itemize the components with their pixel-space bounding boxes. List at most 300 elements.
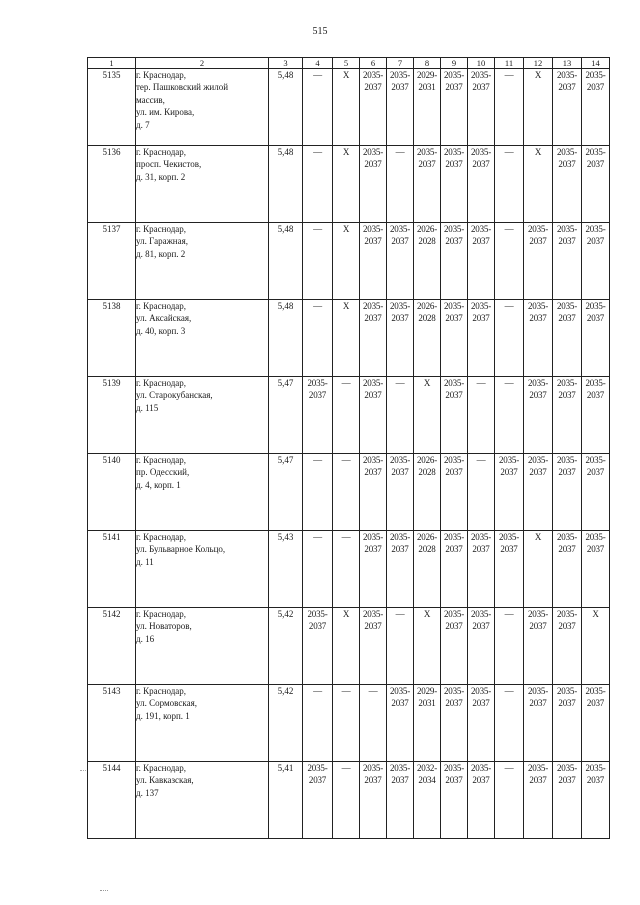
table-row — [88, 762, 610, 839]
schedule-value: 2035- 2037 — [363, 224, 383, 247]
schedule-value: X — [423, 609, 431, 619]
schedule-value: 2035- 2037 — [363, 70, 383, 93]
schedule-cell — [468, 223, 495, 300]
schedule-cell — [553, 300, 582, 377]
schedule-cell — [468, 377, 495, 454]
schedule-cell — [524, 762, 553, 839]
schedule-value: 2035- 2037 — [557, 455, 577, 478]
table-body — [88, 58, 610, 839]
schedule-cell — [582, 454, 610, 531]
schedule-cell — [414, 377, 441, 454]
address-line: д. 137 — [136, 787, 159, 798]
schedule-cell — [582, 762, 610, 839]
schedule-cell — [360, 223, 387, 300]
schedule-cell — [414, 300, 441, 377]
schedule-value: 2035- 2037 — [557, 763, 577, 786]
schedule-value: 2032- 2034 — [417, 763, 437, 786]
row-number: 5141 — [88, 531, 136, 608]
schedule-value: 2035- 2037 — [390, 224, 410, 247]
schedule-value: 2035- 2037 — [585, 224, 606, 247]
schedule-cell — [441, 762, 468, 839]
schedule-cell — [468, 531, 495, 608]
table-row — [88, 223, 610, 300]
schedule-cell — [495, 377, 524, 454]
schedule-value: — — [504, 301, 514, 311]
schedule-cell — [524, 608, 553, 685]
schedule-cell — [441, 300, 468, 377]
address-cell — [136, 146, 269, 223]
schedule-value: 2035- 2037 — [585, 686, 606, 709]
address-line: ул. Гаражная, — [136, 236, 188, 247]
schedule-value: — — [504, 224, 514, 234]
schedule-value: — — [504, 686, 514, 696]
schedule-value: — — [504, 147, 514, 157]
schedule-value: 2026- 2028 — [417, 532, 437, 555]
schedule-value: — — [368, 686, 378, 696]
schedule-cell — [553, 69, 582, 146]
schedule-value: — — [313, 224, 322, 234]
schedule-value: 2035- 2037 — [390, 532, 410, 555]
schedule-cell — [303, 377, 333, 454]
schedule-cell — [524, 146, 553, 223]
address-line: ул. Старокубанская, — [136, 390, 213, 401]
schedule-value: 2035- 2037 — [557, 301, 577, 324]
column-header: 11 — [495, 58, 524, 69]
schedule-cell — [414, 223, 441, 300]
cost-cell: 5,48 — [269, 300, 303, 377]
address-line: г. Краснодар, — [136, 301, 187, 311]
address-line: г. Краснодар, — [136, 686, 187, 696]
schedule-cell — [582, 377, 610, 454]
schedule-cell — [387, 69, 414, 146]
schedule-cell — [468, 608, 495, 685]
column-header: 9 — [441, 58, 468, 69]
schedule-cell — [360, 300, 387, 377]
column-header: 10 — [468, 58, 495, 69]
schedule-cell — [495, 531, 524, 608]
address-line: д. 191, корп. 1 — [136, 710, 190, 721]
schedule-value: 2035- 2037 — [307, 609, 328, 632]
schedule-value: — — [395, 378, 405, 388]
schedule-cell — [387, 377, 414, 454]
address-line: г. Краснодар, — [136, 378, 187, 388]
schedule-value: 2035- 2037 — [363, 378, 383, 401]
schedule-value: 2035- 2037 — [390, 70, 410, 93]
schedule-cell — [414, 762, 441, 839]
row-number: 5140 — [88, 454, 136, 531]
schedule-value: X — [534, 147, 542, 157]
schedule-value: 2035- 2037 — [585, 70, 606, 93]
schedule-cell — [387, 531, 414, 608]
schedule-cell — [333, 300, 360, 377]
schedule-cell — [387, 223, 414, 300]
schedule-value: 2035- 2037 — [307, 763, 328, 786]
schedule-value: — — [313, 70, 322, 80]
schedule-cell — [495, 146, 524, 223]
schedule-value: 2035- 2037 — [471, 532, 491, 555]
address-line: д. 115 — [136, 402, 159, 413]
schedule-cell — [553, 531, 582, 608]
schedule-cell — [441, 608, 468, 685]
schedule-value: 2035- 2037 — [528, 378, 548, 401]
address-line: г. Краснодар, — [136, 532, 187, 542]
schedule-value: 2035- 2037 — [585, 301, 606, 324]
schedule-cell — [495, 454, 524, 531]
schedule-value: X — [423, 378, 431, 388]
schedule-value: — — [476, 378, 486, 388]
page-number: 515 — [312, 26, 328, 37]
column-header: 2 — [136, 58, 269, 69]
schedule-cell — [582, 300, 610, 377]
schedule-cell — [553, 454, 582, 531]
header-row — [88, 58, 610, 69]
cost-cell: 5,42 — [269, 685, 303, 762]
schedule-cell — [333, 69, 360, 146]
schedule-value: 2035- 2037 — [390, 455, 410, 478]
schedule-cell — [495, 223, 524, 300]
schedule-cell — [441, 454, 468, 531]
schedule-cell — [333, 223, 360, 300]
schedule-cell — [495, 608, 524, 685]
schedule-cell — [414, 608, 441, 685]
schedule-cell — [582, 608, 610, 685]
schedule-cell — [495, 762, 524, 839]
scan-mark — [100, 890, 108, 891]
schedule-cell — [582, 531, 610, 608]
schedule-cell — [495, 685, 524, 762]
schedule-cell — [360, 69, 387, 146]
address-line: ул. Бульварное Кольцо, — [136, 544, 226, 555]
address-line: д. 31, корп. 2 — [136, 171, 186, 182]
schedule-value: — — [341, 763, 351, 773]
schedule-value: 2035- 2037 — [390, 686, 410, 709]
address-line: д. 16 — [136, 633, 155, 644]
cost-cell: 5,41 — [269, 762, 303, 839]
table-row — [88, 146, 610, 223]
schedule-value: 2035- 2037 — [557, 532, 577, 555]
schedule-cell — [582, 146, 610, 223]
address-line: д. 11 — [136, 556, 154, 567]
schedule-value: 2035- 2037 — [363, 532, 383, 555]
schedule-cell — [414, 685, 441, 762]
schedule-cell — [333, 608, 360, 685]
schedule-cell — [387, 762, 414, 839]
schedule-value: 2035- 2037 — [499, 455, 519, 478]
schedule-cell — [495, 300, 524, 377]
cost-cell: 5,47 — [269, 454, 303, 531]
schedule-cell — [553, 685, 582, 762]
schedule-cell — [303, 608, 333, 685]
schedule-cell — [468, 685, 495, 762]
schedule-value: 2035- 2037 — [307, 378, 328, 401]
schedule-value: 2035- 2037 — [444, 763, 464, 786]
table-row — [88, 685, 610, 762]
schedule-value: 2035- 2037 — [585, 455, 606, 478]
schedule-value: X — [342, 609, 350, 619]
schedule-value: 2029- 2031 — [417, 686, 437, 709]
schedule-cell — [303, 531, 333, 608]
schedule-cell — [524, 531, 553, 608]
schedule-value: X — [342, 70, 350, 80]
table-row — [88, 608, 610, 685]
schedule-cell — [333, 762, 360, 839]
schedule-value: — — [504, 609, 514, 619]
schedule-value: 2035- 2037 — [363, 301, 383, 324]
row-number: 5139 — [88, 377, 136, 454]
scan-mark — [80, 770, 86, 771]
schedule-value: — — [313, 455, 322, 465]
schedule-cell — [360, 454, 387, 531]
schedule-value: — — [504, 70, 514, 80]
address-line: ул. Новаторов, — [136, 621, 192, 632]
schedule-value: — — [313, 147, 322, 157]
schedule-value: X — [342, 224, 350, 234]
schedule-cell — [553, 146, 582, 223]
address-line: д. 40, корп. 3 — [136, 325, 186, 336]
schedule-cell — [441, 685, 468, 762]
schedule-value: 2035- 2037 — [471, 301, 491, 324]
address-line: ул. им. Кирова, — [136, 107, 195, 118]
schedule-cell — [333, 454, 360, 531]
schedule-value: 2035- 2037 — [444, 532, 464, 555]
schedule-value: 2035- 2037 — [528, 224, 548, 247]
address-line: д. 4, корп. 1 — [136, 479, 181, 490]
schedule-cell — [387, 608, 414, 685]
schedule-cell — [582, 223, 610, 300]
column-header: 6 — [360, 58, 387, 69]
row-number: 5137 — [88, 223, 136, 300]
schedule-value: X — [534, 70, 542, 80]
schedule-value: 2035- 2037 — [363, 609, 383, 632]
schedule-value: 2035- 2037 — [471, 147, 491, 170]
cost-cell: 5,48 — [269, 69, 303, 146]
schedule-value: 2035- 2037 — [390, 301, 410, 324]
schedule-cell — [360, 146, 387, 223]
column-header: 4 — [303, 58, 333, 69]
schedule-cell — [414, 531, 441, 608]
schedule-cell — [468, 69, 495, 146]
schedule-value: — — [395, 147, 405, 157]
schedule-value: 2035- 2037 — [585, 763, 606, 786]
schedule-value: 2035- 2037 — [557, 70, 577, 93]
address-line: г. Краснодар, — [136, 609, 187, 619]
schedule-value: 2035- 2037 — [444, 301, 464, 324]
schedule-value: 2035- 2037 — [390, 763, 410, 786]
schedule-cell — [387, 454, 414, 531]
schedule-value: 2035- 2037 — [444, 147, 464, 170]
schedule-cell — [553, 608, 582, 685]
address-line: пр. Одесский, — [136, 467, 190, 478]
row-number: 5142 — [88, 608, 136, 685]
schedule-value: — — [313, 686, 322, 696]
address-line: ул. Сормовская, — [136, 698, 197, 709]
schedule-value: — — [476, 455, 486, 465]
row-number: 5144 — [88, 762, 136, 839]
address-cell — [136, 377, 269, 454]
row-number: 5135 — [88, 69, 136, 146]
schedule-value: — — [341, 455, 351, 465]
schedule-cell — [553, 223, 582, 300]
schedule-value: X — [592, 609, 599, 619]
table-row — [88, 454, 610, 531]
column-header: 14 — [582, 58, 610, 69]
address-line: просп. Чекистов, — [136, 159, 202, 170]
address-line: г. Краснодар, — [136, 763, 187, 773]
schedule-cell — [303, 685, 333, 762]
schedule-cell — [360, 685, 387, 762]
schedule-cell — [524, 454, 553, 531]
schedule-cell — [333, 685, 360, 762]
schedule-value: 2035- 2037 — [499, 532, 519, 555]
address-cell — [136, 300, 269, 377]
schedule-value: 2035- 2037 — [417, 147, 437, 170]
column-header: 5 — [333, 58, 360, 69]
table-row — [88, 69, 610, 146]
schedule-value: 2026- 2028 — [417, 301, 437, 324]
schedule-value: 2035- 2037 — [557, 378, 577, 401]
row-number: 5136 — [88, 146, 136, 223]
cost-cell: 5,48 — [269, 223, 303, 300]
schedule-cell — [333, 531, 360, 608]
schedule-value: 2035- 2037 — [557, 147, 577, 170]
schedule-value: 2035- 2037 — [585, 532, 606, 555]
schedule-value: — — [504, 763, 514, 773]
schedule-value: 2035- 2037 — [528, 609, 548, 632]
schedule-cell — [468, 454, 495, 531]
schedule-cell — [303, 454, 333, 531]
address-line: д. 7 — [136, 119, 150, 130]
schedule-value: 2035- 2037 — [444, 378, 464, 401]
address-cell — [136, 608, 269, 685]
schedule-cell — [387, 146, 414, 223]
schedule-value: 2035- 2037 — [471, 763, 491, 786]
schedule-value: 2026- 2028 — [417, 224, 437, 247]
schedule-cell — [360, 377, 387, 454]
schedule-value: 2026- 2028 — [417, 455, 437, 478]
address-cell — [136, 685, 269, 762]
schedule-cell — [441, 377, 468, 454]
row-number: 5138 — [88, 300, 136, 377]
schedule-cell — [495, 69, 524, 146]
schedule-value: 2035- 2037 — [528, 301, 548, 324]
schedule-value: — — [341, 378, 351, 388]
schedule-cell — [468, 762, 495, 839]
row-number: 5143 — [88, 685, 136, 762]
schedule-cell — [524, 69, 553, 146]
address-line: г. Краснодар, — [136, 70, 187, 80]
schedule-value: 2029- 2031 — [417, 70, 437, 93]
schedule-cell — [441, 69, 468, 146]
column-header: 13 — [553, 58, 582, 69]
schedule-value: 2035- 2037 — [528, 763, 548, 786]
schedule-value: 2035- 2037 — [363, 763, 383, 786]
schedule-value: 2035- 2037 — [444, 609, 464, 632]
schedule-cell — [553, 762, 582, 839]
schedule-value: — — [341, 686, 351, 696]
address-cell — [136, 69, 269, 146]
cost-cell: 5,43 — [269, 531, 303, 608]
schedule-cell — [303, 146, 333, 223]
schedule-value: 2035- 2037 — [585, 147, 606, 170]
schedule-cell — [468, 146, 495, 223]
schedule-value: 2035- 2037 — [471, 224, 491, 247]
schedule-cell — [303, 69, 333, 146]
cost-cell: 5,42 — [269, 608, 303, 685]
schedule-cell — [553, 377, 582, 454]
schedule-cell — [524, 300, 553, 377]
address-line: д. 81, корп. 2 — [136, 248, 186, 259]
schedule-value: — — [395, 609, 405, 619]
schedule-value: 2035- 2037 — [528, 686, 548, 709]
schedule-value: 2035- 2037 — [444, 70, 464, 93]
schedule-cell — [524, 685, 553, 762]
cost-cell: 5,47 — [269, 377, 303, 454]
schedule-cell — [360, 608, 387, 685]
schedule-cell — [303, 762, 333, 839]
schedule-value: 2035- 2037 — [557, 686, 577, 709]
schedule-value: 2035- 2037 — [585, 378, 606, 401]
schedule-cell — [360, 762, 387, 839]
schedule-value: 2035- 2037 — [363, 455, 383, 478]
schedule-cell — [360, 531, 387, 608]
schedule-value: — — [341, 532, 351, 542]
schedule-cell — [303, 223, 333, 300]
schedule-cell — [387, 300, 414, 377]
schedule-value: 2035- 2037 — [528, 455, 548, 478]
schedule-cell — [303, 300, 333, 377]
schedule-cell — [414, 146, 441, 223]
table-row — [88, 531, 610, 608]
address-line: ул. Аксайская, — [136, 313, 192, 324]
schedule-cell — [414, 69, 441, 146]
column-header: 8 — [414, 58, 441, 69]
address-cell — [136, 454, 269, 531]
table-row — [88, 377, 610, 454]
schedule-value: 2035- 2037 — [471, 70, 491, 93]
schedule-value: X — [342, 301, 350, 311]
schedule-value: 2035- 2037 — [557, 224, 577, 247]
schedule-value: X — [342, 147, 350, 157]
table-row — [88, 300, 610, 377]
schedule-cell — [441, 531, 468, 608]
schedule-cell — [524, 223, 553, 300]
address-cell — [136, 762, 269, 839]
schedule-cell — [524, 377, 553, 454]
schedule-cell — [333, 377, 360, 454]
schedule-value: 2035- 2037 — [471, 609, 491, 632]
address-line: г. Краснодар, — [136, 455, 187, 465]
column-header: 3 — [269, 58, 303, 69]
address-line: массив, — [136, 94, 165, 105]
schedule-cell — [468, 300, 495, 377]
address-line: ул. Кавказская, — [136, 775, 194, 786]
schedule-value: — — [504, 378, 514, 388]
schedule-value: X — [534, 532, 542, 542]
address-line: тер. Пашковский жилой — [136, 82, 229, 93]
column-header: 7 — [387, 58, 414, 69]
schedule-value: 2035- 2037 — [444, 686, 464, 709]
schedule-value: — — [313, 301, 322, 311]
schedule-value: 2035- 2037 — [444, 455, 464, 478]
address-line: г. Краснодар, — [136, 147, 187, 157]
schedule-value: 2035- 2037 — [444, 224, 464, 247]
schedule-value: 2035- 2037 — [557, 609, 577, 632]
address-cell — [136, 223, 269, 300]
schedule-value: 2035- 2037 — [471, 686, 491, 709]
schedule-value: — — [313, 532, 322, 542]
column-header: 1 — [88, 58, 136, 69]
address-line: г. Краснодар, — [136, 224, 187, 234]
